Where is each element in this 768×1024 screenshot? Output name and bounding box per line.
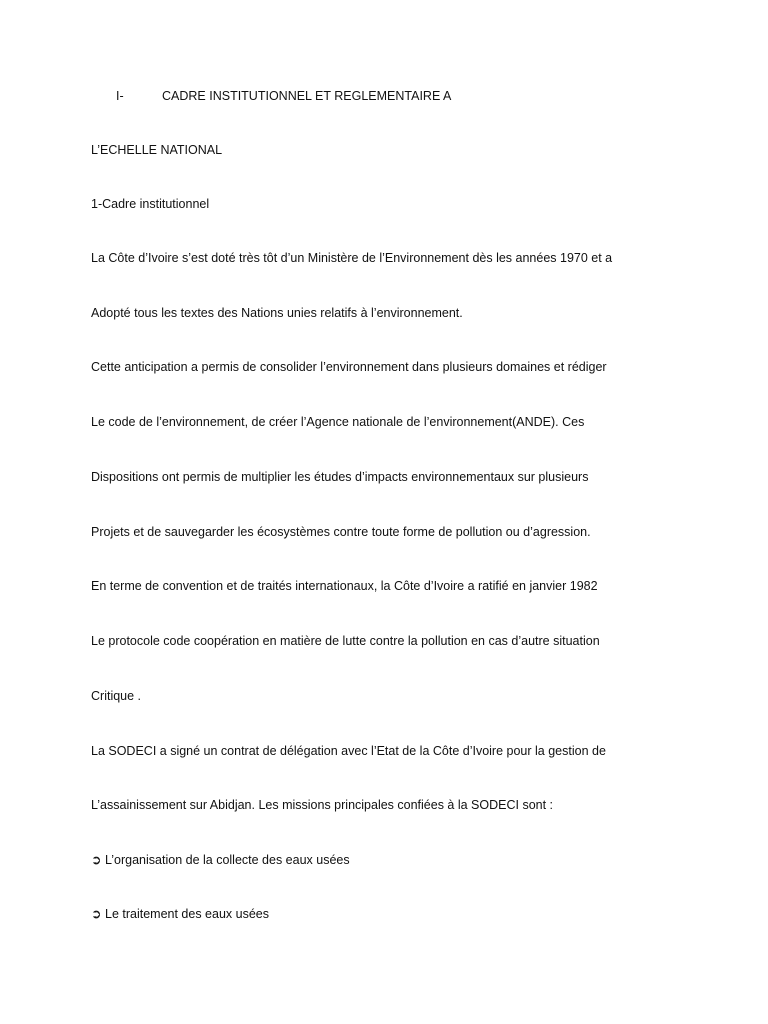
arrow-bullet-icon: ➲	[91, 906, 102, 921]
heading-continuation: L’ECHELLE NATIONAL	[91, 143, 223, 157]
paragraph-line: Le code de l’environnement, de créer l’Agence nationale de l’environnement(ANDE). Ces	[91, 415, 585, 429]
paragraph-line: Cette anticipation a permis de consolider l’environnement dans plusieurs domaines et rédiger	[91, 360, 607, 374]
section-title: 1-Cadre institutionnel	[91, 197, 210, 211]
paragraph-line: L’assainissement sur Abidjan. Les missions principales confiées à la SODECI sont :	[91, 798, 554, 812]
paragraph-line: Dispositions ont permis de multiplier les études d’impacts environnementaux sur plusieurs	[91, 470, 589, 484]
heading-number: I-	[116, 89, 124, 103]
paragraph-line: La SODECI a signé un contrat de délégation avec l’Etat de la Côte d’Ivoire pour la gestion de	[91, 744, 606, 758]
paragraph-line: Adopté tous les textes des Nations unies relatifs à l’environnement.	[91, 306, 463, 320]
bullet-text: Le traitement des eaux usées	[105, 907, 269, 921]
heading-title: CADRE INSTITUTIONNEL ET REGLEMENTAIRE A	[162, 89, 452, 103]
bullet-item	[91, 852, 350, 868]
paragraph-line: La Côte d’Ivoire s’est doté très tôt d’un Ministère de l’Environnement dès les années 1970 et a	[91, 251, 613, 265]
bullet-item	[91, 906, 269, 922]
paragraph-line: Critique .	[91, 689, 142, 703]
arrow-bullet-icon: ➲	[91, 852, 102, 867]
paragraph-line: Le protocole code coopération en matière de lutte contre la pollution en cas d’autre situation	[91, 634, 600, 648]
bullet-text: L’organisation de la collecte des eaux usées	[105, 853, 350, 867]
paragraph-line: Projets et de sauvegarder les écosystèmes contre toute forme de pollution ou d’agression.	[91, 525, 591, 539]
paragraph-line: En terme de convention et de traités internationaux, la Côte d’Ivoire a ratifié en janvier 1982	[91, 579, 598, 593]
